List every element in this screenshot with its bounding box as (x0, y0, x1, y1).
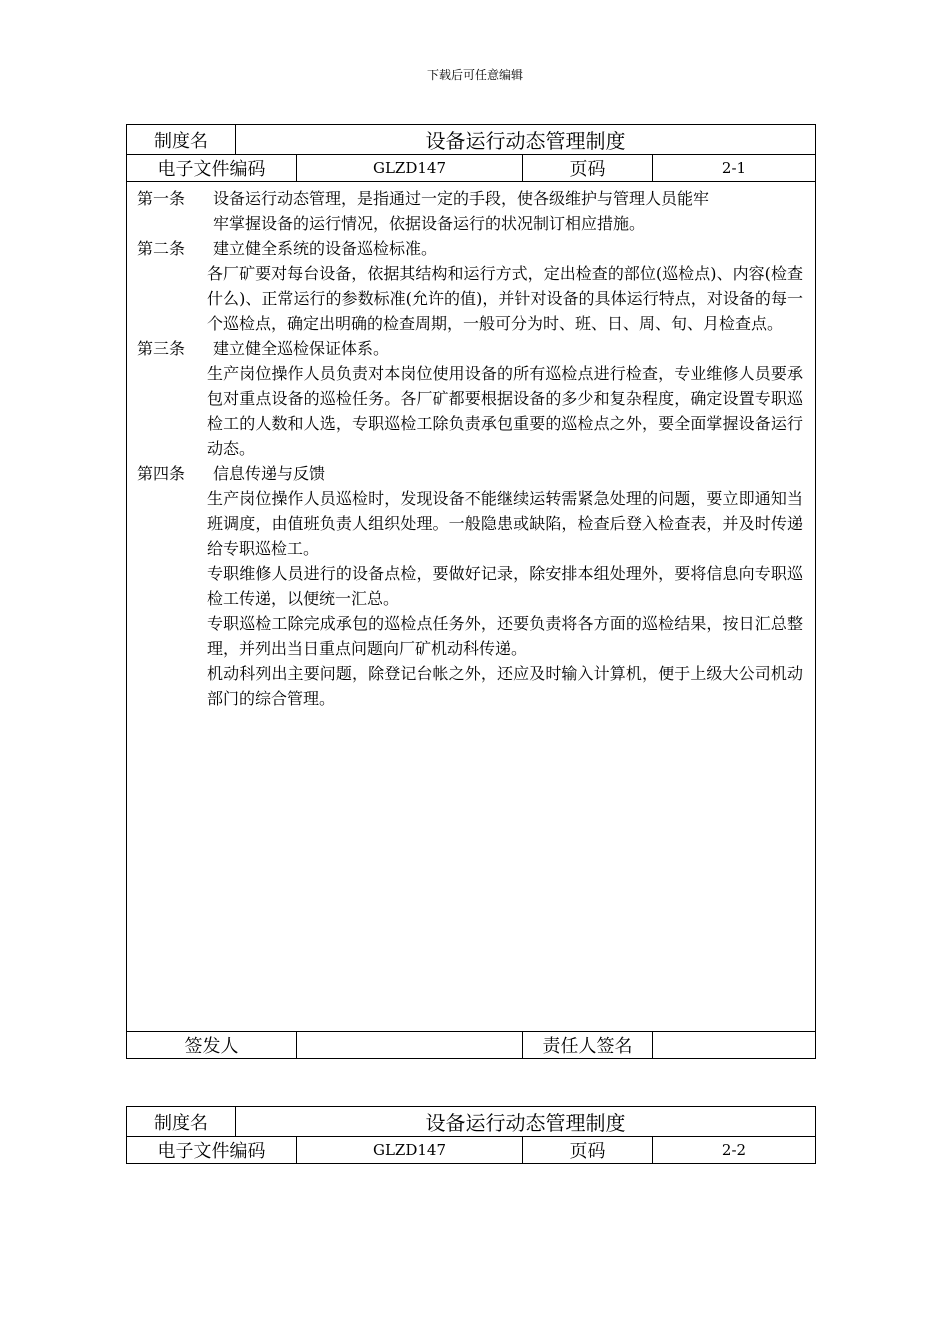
article-number: 第一条 (137, 189, 186, 208)
system-name-label: 制度名 (127, 125, 236, 155)
article-number: 第三条 (137, 339, 186, 358)
system-name-label: 制度名 (127, 1107, 236, 1137)
download-note: 下载后可任意编辑 (426, 68, 523, 82)
regulation-content (127, 182, 816, 1032)
article-paragraph: 生产岗位操作人员负责对本岗位使用设备的所有巡检点进行检查，专业维修人员要承包对重点设备的巡检任务。各厂矿都要根据设备的多少和复杂程度，确定设置专职巡检工的人数和人选，专职巡检工除负责承包重要的巡检点之外，要全面掌握设备运行动态。 (207, 364, 803, 458)
issuer-label: 签发人 (127, 1032, 297, 1059)
form-page-2 (126, 1106, 816, 1164)
file-code-label: 电子文件编码 (127, 1137, 297, 1164)
article-title: 建立健全系统的设备巡检标准。 (213, 239, 438, 258)
article (127, 186, 815, 236)
article-heading (127, 461, 815, 486)
page-number-label: 页码 (523, 1137, 653, 1164)
responsible-sign-value[interactable] (653, 1032, 816, 1059)
article-heading (127, 336, 815, 361)
file-code-value: GLZD147 (297, 1137, 523, 1164)
page-number-value: 2-2 (653, 1137, 816, 1164)
article-title-continuation: 牢掌握设备的运行情况，依据设备运行的状况制订相应措施。 (213, 214, 646, 233)
article-title: 设备运行动态管理，是指通过一定的手段，使各级维护与管理人员能牢 (213, 189, 710, 208)
article (127, 461, 815, 711)
article (127, 236, 815, 336)
document-title: 设备运行动态管理制度 (236, 1107, 816, 1137)
form-page-1 (126, 124, 816, 1059)
file-code-label: 电子文件编码 (127, 155, 297, 182)
responsible-sign-label: 责任人签名 (523, 1032, 653, 1059)
regulation-body (127, 182, 815, 711)
article (127, 336, 815, 461)
article-paragraph: 机动科列出主要问题，除登记台帐之外，还应及时输入计算机，便于上级大公司机动部门的综合管理。 (207, 664, 803, 708)
article-number: 第二条 (137, 239, 186, 258)
article-title: 建立健全巡检保证体系。 (213, 339, 390, 358)
article-paragraph: 各厂矿要对每台设备，依据其结构和运行方式，定出检查的部位(巡检点)、内容(检查什么)、正常运行的参数标准(允许的值)，并针对设备的具体运行特点，对设备的每一个巡检点，确定出明确的检查周期，一般可分为时、班、日、周、旬、月检查点。 (207, 264, 803, 333)
article-paragraph: 生产岗位操作人员巡检时，发现设备不能继续运转需紧急处理的问题，要立即通知当班调度，由值班负责人组织处理。一般隐患或缺陷，检查后登入检查表，并及时传递给专职巡检工。 (207, 489, 803, 558)
article-heading (127, 186, 815, 211)
document-title: 设备运行动态管理制度 (236, 125, 816, 155)
article-title: 信息传递与反馈 (213, 464, 326, 483)
page-number-value: 2-1 (653, 155, 816, 182)
file-code-value: GLZD147 (297, 155, 523, 182)
page-number-label: 页码 (523, 155, 653, 182)
article-number: 第四条 (137, 464, 186, 483)
article-paragraph: 专职维修人员进行的设备点检，要做好记录，除安排本组处理外，要将信息向专职巡检工传递，以便统一汇总。 (207, 564, 803, 608)
article-paragraph: 专职巡检工除完成承包的巡检点任务外，还要负责将各方面的巡检结果，按日汇总整理，并列出当日重点问题向厂矿机动科传递。 (207, 614, 803, 658)
article-heading (127, 236, 815, 261)
issuer-value[interactable] (297, 1032, 523, 1059)
